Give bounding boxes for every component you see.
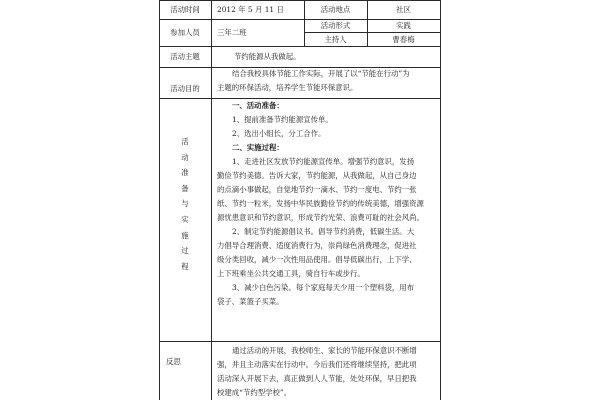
activity-record-table <box>159 0 441 400</box>
prep-heading: 一、活动准备： <box>232 101 284 110</box>
process-label-char: 实 <box>181 214 189 224</box>
row-divider <box>159 0 441 1</box>
row-divider <box>159 341 441 342</box>
impl-line: 袋子、菜篮子买菜。 <box>217 297 284 306</box>
impl-line: 2、制定节约能源倡议书。倡导节约消费，低碳生活。大 <box>232 227 415 236</box>
row-divider <box>304 32 441 33</box>
impl-line: 力倡导合理消费、适度消费行为，崇尚绿色消费理念，促进社 <box>217 241 417 250</box>
column-divider <box>211 0 212 400</box>
form-label: 活动形式 <box>320 21 351 30</box>
time-label: 活动时间 <box>170 5 200 14</box>
purpose-line: 结合我校具体节能工作实际，开展了以“节能在行动”为 <box>232 69 410 78</box>
impl-line: 纸、节约一粒米，发扬中华民族勤俭节约的传统美德，增强资源 <box>217 199 424 208</box>
impl-heading: 二、实施过程： <box>232 143 284 152</box>
participants-value: 三年二班 <box>217 28 247 37</box>
place-label: 活动地点 <box>320 5 351 14</box>
purpose-label: 活动目的 <box>170 84 200 93</box>
process-label-char: 过 <box>181 246 189 256</box>
reflection-label: 反思 <box>166 357 181 366</box>
row-divider <box>159 98 441 99</box>
row-divider <box>159 19 441 20</box>
reflection-line: 强，并且主动落实在行动中。今后我们还将继续坚持，把此项 <box>217 360 417 369</box>
prep-item: 2、选出小组长，分工合作。 <box>232 129 326 138</box>
impl-line: 级分类回收，减少一次性用品使用。倡导低碳出行，上下学、 <box>217 255 417 264</box>
impl-line: 的点滴小事做起，自觉地节约一滴水、节约一度电、节约一张 <box>217 185 417 194</box>
reflection-line: 活动深入开展下去，真正做到人人节能，处处环保，早日把我 <box>217 374 417 383</box>
process-label-char: 准 <box>181 168 189 178</box>
time-value: 2012 年 5 月 11 日 <box>217 5 284 14</box>
impl-line: 源忧患意识和节约意识，形成节约光荣、浪费可耻的社会风尚。 <box>217 213 424 222</box>
impl-line: 勤俭节约美德。告诉大家，节约能源，从我做起，从自己身边 <box>217 171 417 180</box>
impl-line: 3、减少白色污染。每个家庭每天少用一个塑料袋，用布 <box>232 283 415 292</box>
theme-label: 活动主题 <box>170 52 200 61</box>
process-label-char: 动 <box>181 152 189 162</box>
row-divider <box>159 46 441 47</box>
reflection-line: 校建成“节约型学校”。 <box>217 388 292 397</box>
purpose-line: 主题的环保活动，培养学生节能环保意识。 <box>217 83 358 92</box>
participants-label: 参加人员 <box>170 28 200 37</box>
row-divider <box>159 67 441 68</box>
impl-line: 上下班乘坐公共交通工具，骑自行车或步行。 <box>217 269 365 278</box>
column-divider <box>440 0 441 400</box>
process-label-char: 施 <box>181 230 189 240</box>
process-label-char: 活 <box>181 137 189 146</box>
process-label <box>159 134 211 274</box>
theme-value: 节约能源从我做起。 <box>234 52 301 61</box>
process-label-char: 备 <box>181 183 189 193</box>
host-value: 曹春梅 <box>392 35 415 44</box>
form-value: 实践 <box>396 21 411 30</box>
place-value: 社区 <box>396 5 411 14</box>
host-label: 主持人 <box>324 35 347 44</box>
impl-line: 1、走进社区发放节约能源宣传单。增强节约意识，发扬 <box>232 157 415 166</box>
prep-item: 1、提前准备节约能源宣传单。 <box>232 115 333 124</box>
process-label-char: 程 <box>181 261 189 271</box>
process-label-char: 与 <box>181 199 189 209</box>
reflection-line: 通过活动的开展，我校师生、家长的节能环保意识不断增 <box>232 346 417 355</box>
